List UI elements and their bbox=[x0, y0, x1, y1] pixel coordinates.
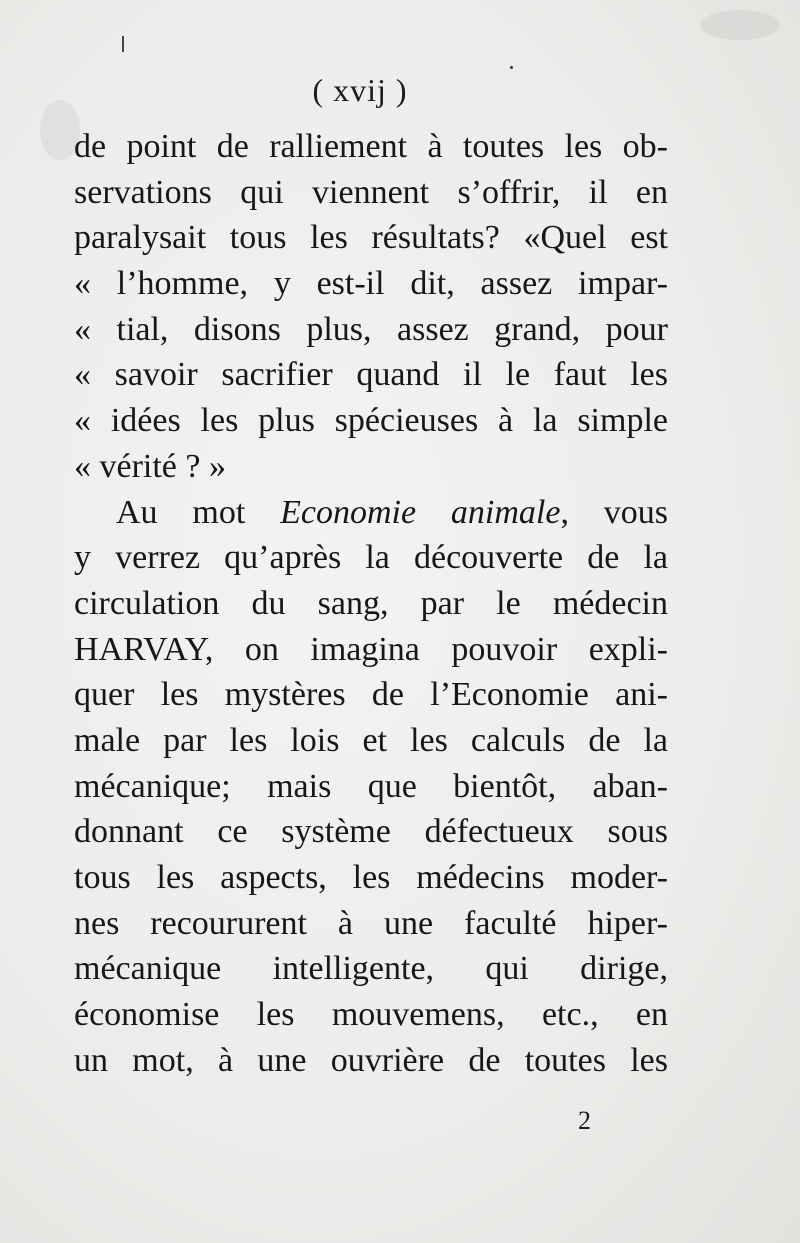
page-number-roman: ( xvij ) bbox=[312, 72, 408, 108]
text-line: HARVAY, on imagina pouvoir expli- bbox=[74, 630, 668, 668]
text-line: donnant ce système défectueux sous bbox=[74, 813, 668, 851]
text-line: économise les mouvemens, etc., en bbox=[74, 996, 668, 1034]
text-run: , vous bbox=[560, 493, 668, 531]
text-line: quer les mystères de l’Economie ani- bbox=[74, 676, 668, 714]
text-line: « l’homme, y est-il dit, assez impar- bbox=[74, 265, 668, 303]
paragraph-start-line bbox=[74, 490, 668, 536]
text-line: de point de ralliement à toutes les ob- bbox=[74, 128, 668, 165]
signature-mark: 2 bbox=[578, 1106, 591, 1135]
text-line: « tial, disons plus, assez grand, pour bbox=[74, 310, 668, 348]
text-line: paralysait tous les résultats? «Quel est bbox=[74, 219, 668, 257]
text-line: nes recoururent à une faculté hiper- bbox=[74, 904, 668, 942]
italic-term: Economie animale bbox=[280, 493, 561, 531]
text-line: « idées les plus spécieuses à la simple bbox=[74, 402, 668, 440]
text-line: circulation du sang, par le médecin bbox=[74, 584, 668, 622]
page-smudge bbox=[700, 10, 780, 40]
text-run: Au mot bbox=[116, 493, 281, 531]
page-header bbox=[0, 72, 720, 109]
text-line: un mot, à une ouvrière de toutes les bbox=[74, 1041, 668, 1079]
text-line: « vérité ? » bbox=[74, 447, 226, 485]
text-line: male par les lois et les calculs de la bbox=[74, 721, 668, 759]
text-line: mécanique intelligente, qui dirige, bbox=[74, 950, 668, 988]
text-line: tous les aspects, les médecins moder- bbox=[74, 859, 668, 896]
text-line: « savoir sacrifier quand il le faut les bbox=[74, 356, 668, 394]
text-line: mécanique; mais que bientôt, aban- bbox=[74, 767, 668, 805]
text-line: y verrez qu’après la découverte de la bbox=[74, 539, 668, 577]
text-line: servations qui viennent s’offrir, il en bbox=[74, 173, 668, 211]
ink-dot bbox=[510, 66, 513, 69]
ink-mark bbox=[122, 36, 124, 52]
page-body-text bbox=[74, 124, 668, 1083]
